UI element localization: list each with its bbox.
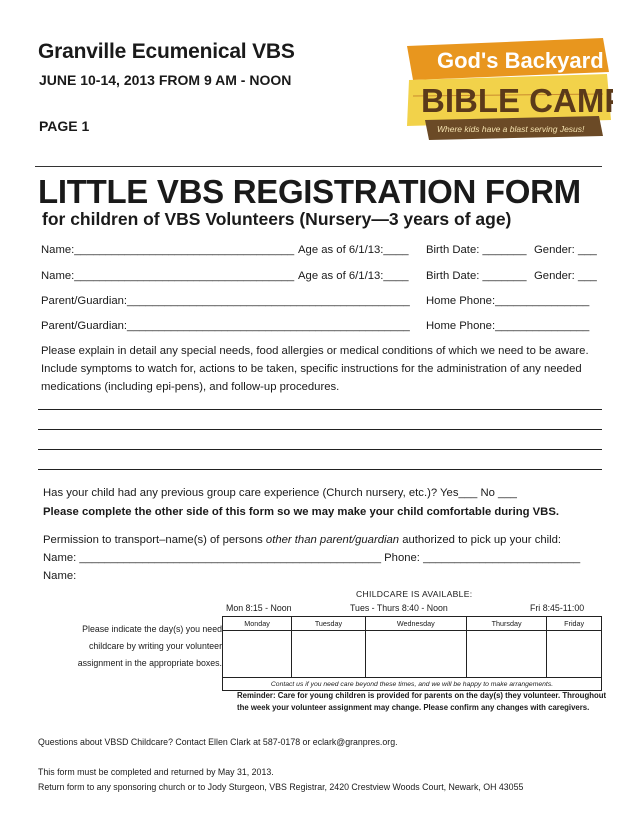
parent-guardian-field[interactable]: Parent/Guardian:_____________________________________________: [41, 295, 410, 307]
childcare-reminder: Reminder: Care for young children is provided for parents on the day(s) they volunteer. Throughout the week your volunteer assignment may change. Please confirm any changes with caregivers.: [237, 691, 607, 712]
header-divider: [35, 166, 602, 167]
day-box-friday[interactable]: [547, 631, 602, 678]
child-name-field[interactable]: Name:___________________________________: [41, 244, 295, 256]
special-needs-line[interactable]: [38, 429, 602, 430]
childcare-available-heading: CHILDCARE IS AVAILABLE:: [356, 589, 473, 599]
home-phone-field[interactable]: Home Phone:_______________: [426, 295, 590, 307]
child-age-field[interactable]: Age as of 6/1/13:____: [298, 270, 409, 282]
child-birth-date-field[interactable]: Birth Date: _______: [426, 244, 527, 256]
day-box-wednesday[interactable]: [365, 631, 466, 678]
child-age-field[interactable]: Age as of 6/1/13:____: [298, 244, 409, 256]
childcare-days-table: [222, 616, 602, 691]
childcare-tue-thu-hours: Tues - Thurs 8:40 - Noon: [350, 603, 448, 613]
form-subtitle: for children of VBS Volunteers (Nursery—3 years of age): [42, 209, 512, 229]
form-title: LITTLE VBS REGISTRATION FORM: [38, 173, 581, 210]
childcare-friday-hours: Fri 8:45-11:00: [530, 603, 585, 613]
special-needs-line[interactable]: [38, 449, 602, 450]
logo-top-text: God's Backyard: [437, 48, 604, 73]
permission-suffix: authorized to pick up your child:: [399, 534, 562, 546]
childcare-contact-note: Contact us if you need care beyond these times, and we will be happy to make arrangements.: [223, 678, 602, 691]
logo-tagline: Where kids have a blast serving Jesus!: [437, 124, 585, 134]
day-header-friday: Friday: [547, 617, 602, 631]
day-header-thursday: Thursday: [466, 617, 547, 631]
complete-other-side-note: Please complete the other side of this form so we may make your child comfortable during VBS.: [43, 506, 560, 518]
child-name-field[interactable]: Name:___________________________________: [41, 270, 295, 282]
pickup-name-field[interactable]: Name: ________________________________________________ Phone: _________________________: [43, 552, 581, 564]
pickup-permission-text: [43, 534, 561, 546]
child-gender-field[interactable]: Gender: ___: [534, 270, 597, 282]
permission-italic: other than parent/guardian: [265, 534, 400, 546]
childcare-instructions: Please indicate the day(s) you need childcare by writing your volunteer assignment in the appropriate boxes.: [77, 624, 222, 668]
logo-main-text: BIBLE CAMP: [421, 82, 613, 119]
day-header-wednesday: Wednesday: [365, 617, 466, 631]
parent-guardian-field[interactable]: Parent/Guardian:_____________________________________________: [41, 320, 410, 332]
page-number: PAGE 1: [39, 118, 90, 134]
special-needs-line[interactable]: [38, 469, 602, 470]
day-header-monday: Monday: [223, 617, 292, 631]
child-birth-date-field[interactable]: Birth Date: _______: [426, 270, 527, 282]
return-deadline: This form must be completed and returned by May 31, 2013.: [38, 767, 274, 777]
day-box-tuesday[interactable]: [292, 631, 366, 678]
special-needs-line[interactable]: [38, 409, 602, 410]
special-needs-instructions: Please explain in detail any special needs, food allergies or medical conditions of which we need to be aware. Include symptoms to watch for, actions to be taken, specific instructions for the administration of any needed medications (including epi-pens), and follow-up procedures.: [41, 345, 589, 393]
child-gender-field[interactable]: Gender: ___: [534, 244, 597, 256]
day-box-monday[interactable]: [223, 631, 292, 678]
permission-prefix: Permission to transport–name(s) of persons: [43, 534, 266, 546]
return-address: Return form to any sponsoring church or to Jody Sturgeon, VBS Registrar, 2420 Crestview Woods Court, Newark, OH 43055: [38, 782, 524, 792]
childcare-questions-contact: Questions about VBSD Childcare? Contact Ellen Clark at 587-0178 or eclark@granpres.org.: [38, 737, 398, 747]
care-experience-question[interactable]: Has your child had any previous group care experience (Church nursery, etc.)? Yes___ No ___: [43, 487, 517, 499]
organization-title: Granville Ecumenical VBS: [38, 40, 295, 63]
event-dates: JUNE 10-14, 2013 FROM 9 AM - NOON: [39, 72, 292, 88]
pickup-name-field-2[interactable]: Name:: [43, 570, 77, 582]
day-header-tuesday: Tuesday: [292, 617, 366, 631]
home-phone-field[interactable]: Home Phone:_______________: [426, 320, 590, 332]
logo-graphic: [403, 36, 613, 140]
childcare-monday-hours: Mon 8:15 - Noon: [226, 603, 292, 613]
bible-camp-logo: [403, 36, 613, 140]
day-box-thursday[interactable]: [466, 631, 547, 678]
